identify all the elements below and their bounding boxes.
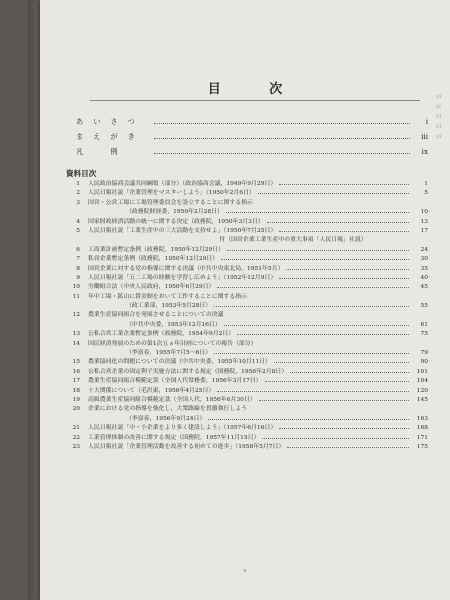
dot-leader [287,447,409,448]
toc-entry[interactable] [66,189,428,198]
toc-entry-number: 22 [72,434,80,441]
toc-entry-page: 35 [420,265,428,272]
page-number: v [243,568,247,574]
toc-entry[interactable] [66,246,428,255]
toc-entry-number: 11 [72,293,80,300]
toc-entry[interactable] [66,180,428,189]
toc-entry-number: 2 [76,190,80,197]
toc-entry[interactable] [66,274,428,283]
toc-entry-number: 13 [72,331,80,338]
toc-entry[interactable] [66,377,428,386]
toc-entry-page: 24 [420,246,428,253]
toc-entry[interactable] [66,424,428,433]
toc-entry[interactable] [66,293,428,312]
toc-entry-number: 5 [76,227,80,234]
toc-entry-page: 163 [416,415,428,422]
toc-entry[interactable] [66,265,428,274]
toc-entry-number: 9 [76,274,80,281]
dot-leader [279,184,409,185]
toc-entry-number: 15 [72,359,80,366]
dot-leader [154,153,410,154]
toc-entry-page: 104 [416,378,428,385]
toc-entry-title: 労働組合法（中央人民政府，1950年6月29日） [88,284,215,291]
toc-entry-title: 国民経済発展のための第1次五ヵ年計画についての報告（部分） [88,340,257,347]
dot-leader [267,222,409,223]
dot-leader [224,325,409,326]
toc-entry[interactable] [66,255,428,264]
toc-entry-number: 14 [72,340,80,347]
dot-leader [237,334,409,335]
toc-entry-page: 145 [416,396,428,403]
toc-entry-page: 75 [420,331,428,338]
frontmatter-item: まえがき iii [76,132,428,141]
toc-entry-page: 13 [420,218,428,225]
toc-entry-number: 12 [72,312,80,319]
toc-entry-title: （李富春，1955年7月5〜6日） [126,350,212,357]
toc-entry-title: 人民政治協商会議共同綱領（部分）（政治協商会議，1949年9月29日） [88,181,277,187]
dot-leader [279,231,409,232]
toc-entry-page: 171 [416,434,428,441]
title-char-1: 目 [207,82,221,97]
frontmatter-item: 凡 例 ix [76,147,428,156]
toc-entry[interactable] [66,340,428,359]
toc-entry-number: 6 [76,246,80,253]
toc-entry-page: 17 [420,227,428,234]
toc-entry-number: 18 [72,387,80,394]
toc-entry-title: 私営企業暫定条例（政務院，1950年12月29日） [88,256,219,263]
toc-entry-number: 21 [72,425,80,432]
section-title: 資料目次 [66,169,97,178]
toc-entry-page: 5 [424,190,428,197]
toc-entry-title: 人民日報社説「企業管理をマスターしよう」（1950年2月6日） [88,190,255,197]
toc-entry-title: （政務院財経委，1950年2月28日） [126,209,223,216]
toc-entry-title: 人民日報社説「工業生産中の三大活動を支持せよ」（1950年7月25日） [88,227,277,234]
toc-entry[interactable] [66,218,428,227]
toc-entry-page: 40 [420,274,428,281]
toc-entry[interactable] [66,396,428,405]
title-divider [90,100,420,101]
dot-leader [226,212,409,213]
toc-entry-number: 23 [72,443,80,450]
page-title [40,78,450,97]
toc-entry-page: 30 [420,256,428,263]
toc-entry-title: 人民日報社説「中・小企業をより多く建設しよう」（1957年6月16日） [88,425,277,432]
toc-entry-title: 公私合営工業企業暫定条例（政務院，1954年9月2日） [88,331,235,338]
toc-entry[interactable] [66,387,428,396]
toc-entry-title: 工商業計画暫定条例（政務院，1950年12月29日） [88,246,225,253]
toc-entry[interactable] [66,283,428,292]
dot-leader [262,438,409,439]
toc-entry-title: 付（国営企業工業生産中の重大事項「人民日報」社説） [219,237,367,244]
toc-entry-title: 人民日報社説「企業管理活動を改善する初めての進歩」（1958年5月7日） [88,443,285,450]
toc-entry-page: 55 [420,303,428,310]
toc-entry-title: 工業管理体制の改善に関する規定（国務院，1957年11月15日） [88,434,260,441]
toc-entry-page: 120 [416,387,428,394]
toc-entry[interactable] [66,405,428,424]
toc-entry-page: 79 [420,350,428,357]
toc-entry-number: 8 [76,265,80,272]
dot-leader [265,381,410,382]
toc-entry[interactable] [66,227,428,236]
toc-entry-title: 国営・公営工場に工場管理委員会を設立することに関する指示 [88,199,253,206]
toc-entry-page: 101 [416,368,428,375]
book-gutter [28,0,40,600]
dot-leader [154,138,410,139]
dot-leader [290,372,409,373]
toc-entry-number: 7 [76,256,80,263]
toc-entry-number: 10 [72,284,80,291]
frontmatter-list [76,117,428,162]
toc-entry-title: 農業協同化の問題についての決議（中共中央委，1955年10月11日） [88,359,272,366]
toc-entry[interactable] [66,311,428,330]
dot-leader [217,391,409,392]
toc-entry[interactable] [66,330,428,339]
toc-entry-page: 61 [420,321,428,328]
toc-entry-title: （中共中央委，1953年12月16日） [126,321,221,328]
toc-entry-title: 人民日報社説「五二工場の経験を学習し広めよう」（1952年12月9日） [88,274,277,281]
toc-entry-number: 16 [72,368,80,375]
toc-entry-page: 175 [416,443,428,450]
dot-leader [217,287,409,288]
toc-entry-title: 国営企業に対する党の指導に関する決議（中共中央東北局，1951年5月） [88,265,284,272]
toc-entry-title: 農業生産協同組合を発展させることについての決議 [88,312,224,319]
toc-entry-page: 45 [420,284,428,291]
toc-entry-page: 10 [420,209,428,216]
dot-leader [227,250,409,251]
book-page [40,0,450,600]
toc-entry-page: 1 [424,181,428,187]
toc-entry-title: （政工業部，1953年5月28日） [126,303,212,310]
toc-entry-title: 国家財政経済活動の統一に関する決定（政務院，1950年3月3日） [88,218,264,225]
toc-entry-number: 1 [76,181,80,187]
toc-entry-number: 20 [72,406,80,413]
dot-leader [279,278,409,279]
toc-entry[interactable] [66,434,428,443]
dot-leader [221,259,409,260]
toc-entry-title: （李富春，1956年9月24日） [126,415,206,422]
toc-entry-number: 19 [72,396,80,403]
dot-leader [214,306,409,307]
dot-leader [259,400,409,401]
toc-entry-title: 高級農業生産協同組合模範定款（全国人代，1956年6月30日） [88,396,256,403]
toc-entry-title: 十大関係について（毛沢東，1956年4月25日） [88,387,215,394]
toc-entry-title: 農業生産協同組合模範定款（全国人代常務委，1956年3月17日） [88,378,262,385]
toc-entry-page: 90 [420,359,428,366]
bleed-through-text: 81 iii 01 01 81 [436,94,443,140]
toc-entry-title: 公私合営企業の固定利子実施方法に関する規定（国務院，1956年2月8日） [88,368,288,375]
toc-list [66,180,428,452]
toc-entry-number [66,236,80,245]
dot-leader [279,428,409,429]
toc-entry-page: 168 [416,425,428,432]
dot-leader [214,353,409,354]
toc-entry-title: 年中工場・鉱山に賃金制をおいて工作することに関する指示 [88,293,248,300]
dot-leader [208,419,409,420]
dot-leader [274,362,409,363]
toc-entry[interactable] [66,236,428,245]
toc-entry[interactable] [66,368,428,377]
dot-leader [258,193,409,194]
title-char-2: 次 [269,82,283,97]
toc-entry-title: 企業における党の指導を強化し，大衆路線を貫徹執行しよう [88,406,248,413]
dot-leader [286,269,409,270]
toc-entry-number: 3 [76,199,80,206]
toc-entry[interactable] [66,358,428,367]
toc-entry[interactable] [66,443,428,452]
toc-entry-number: 4 [76,218,80,225]
dot-leader [154,123,410,124]
toc-entry[interactable] [66,199,428,218]
frontmatter-item: あいさつ i [76,117,428,126]
toc-entry-number: 17 [72,378,80,385]
